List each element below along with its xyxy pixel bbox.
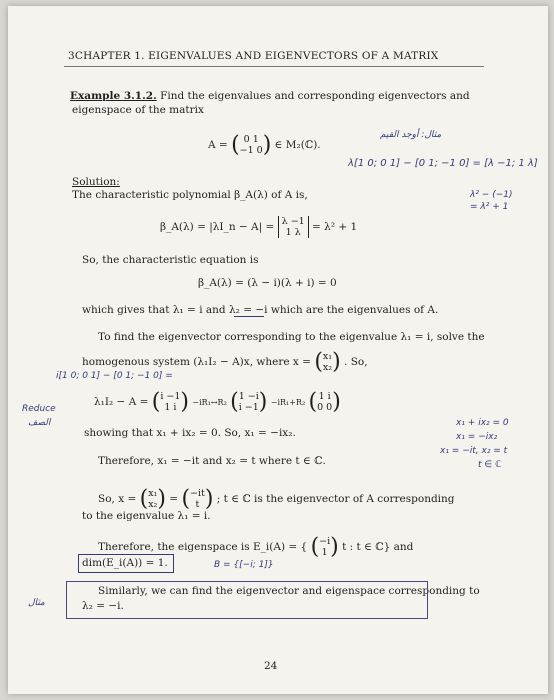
row-reduction: λ₁I₂ − A = (i −1 1 i ) −iR₁↔R₂ (1 −i i −1) −iR₁+R₂ ( 1 i 0 0) [94,389,341,415]
eigvec-line1: To find the eigenvector corresponding to the eigenvalue λ₁ = i, solve the [98,331,485,343]
x-vec-r1: x₁ [322,351,333,362]
so-x: So, x = [98,493,137,505]
page-number: 24 [264,660,278,672]
running-header: 3CHAPTER 1. EIGENVALUES AND EIGENVECTORS OF A MATRIX [68,50,439,62]
so-x-post: ; t ∈ ℂ is the eigenvector of A corresponding [216,493,455,505]
handwriting-left-note-2: الصف [28,418,51,428]
vec-a-r2: x₂ [148,499,158,510]
char-poly-rhs: = λ² + 1 [312,221,358,233]
dim-box [78,554,174,573]
showing-line: showing that x₁ + ix₂ = 0. So, x₁ = −ix₂. [84,427,296,439]
therefore-2-post: t : t ∈ ℂ} and [342,541,414,553]
matrix-a-row1: 0 1 [243,134,259,145]
eigvec-line2-pre: homogenous system (λ₁I₂ − A)x, where x = [82,356,311,368]
header-rule [64,66,484,67]
solution-label: Solution: [72,176,120,188]
es-r2: 1 [321,547,328,558]
char-eq-intro: So, the characteristic equation is [82,254,259,266]
handwriting-right-eq: λ[1 0; 0 1] − [0 1; −1 0] = [λ −1; 1 λ] [348,158,538,169]
gives-post: which are the eigenvalues of A. [270,304,439,316]
matrix-a-suffix: ∈ M₂(ℂ). [274,139,321,151]
handwriting-left-note-1: Reduce [22,404,56,414]
page [8,6,548,694]
lambda-1: λ₁ = i [172,304,203,316]
m3-r2: 0 0 [317,402,333,413]
gives-pre: which gives that [82,304,170,316]
handwriting-top-right: مثال: أوجد القيم [380,130,442,140]
matrix-a-equation: A = ( 0 1 −1 0) ∈ M₂(ℂ). [208,132,321,158]
handwriting-sys-1: x₁ + ix₂ = 0 [456,418,509,428]
m2-r2: i −1 [238,402,259,413]
eigenvector-line: So, x = (x₁ x₂) = (−it t ) ; t ∈ ℂ is the eigenvector of A corresponding [98,486,455,512]
char-poly-lhs: β_A(λ) = |λI_n − A| = [160,221,275,233]
eigvec-line2: homogenous system (λ₁I₂ − A)x, where x = (x₁ x₂) . So, [82,349,368,375]
det-row1: λ −1 [281,216,305,227]
similarly-line2: λ₂ = −i. [82,600,124,612]
ink-underline [234,316,264,317]
therefore-2-pre: Therefore, the eigenspace is E_i(A) = { [98,541,308,553]
handwriting-basis: B = {[−i; 1]} [214,560,274,570]
handwriting-poly-2: = λ² + 1 [470,202,509,212]
vec-b-r1: −it [190,488,205,499]
therefore-1: Therefore, x₁ = −it and x₂ = t where t ∈ ℂ. [98,455,326,467]
handwriting-sys-4: t ∈ ℂ [478,460,502,470]
dim-line: dim(E_i(A)) = 1. [82,557,168,569]
x-vec-r2: x₂ [322,362,333,373]
m1-r1: i −1 [160,391,181,402]
to-eigenvalue: to the eigenvalue λ₁ = i. [82,510,211,522]
vec-a-r1: x₁ [148,488,158,499]
handwriting-bottom-left: مثال [28,598,45,608]
example-statement-1: Find the eigenvalues and corresponding eigenvectors and [160,90,470,102]
char-poly-equation [160,216,357,238]
handwriting-sys-3: x₁ = −it, x₂ = t [440,446,508,456]
char-eq: β_A(λ) = (λ − i)(λ + i) = 0 [198,277,337,289]
handwriting-poly-1: λ² − (−1) [470,190,513,200]
det-row2: 1 λ [285,227,301,238]
m2-r1: 1 −i [238,391,259,402]
arrow-2-label: −iR₁+R₂ [270,398,306,407]
matrix-a-row2: −1 0 [239,145,263,156]
reduce-lhs: λ₁I₂ − A = [94,396,149,408]
example-statement-2: eigenspace of the matrix [72,104,204,116]
similarly-box [66,581,428,619]
handwriting-sys-2: x₁ = −ix₂ [456,432,498,442]
m1-r2: 1 i [164,402,177,413]
eigvec-line2-post: . So, [344,356,368,368]
eigenspace-line: Therefore, the eigenspace is E_i(A) = { (−i 1 ) t : t ∈ ℂ} and [98,534,414,560]
matrix-a-prefix: A = [208,139,228,151]
similarly-line1: Similarly, we can find the eigenvector and eigenspace corresponding to [98,585,480,597]
arrow-1-label: −iR₁↔R₂ [192,398,227,407]
es-r1: −i [319,536,331,547]
example-heading [70,90,470,103]
vec-b-r2: t [195,499,200,510]
handwriting-left-reduce: i[1 0; 0 1] − [0 1; −1 0] = [56,371,173,381]
lambda-2: λ₂ = −i [229,304,268,316]
solution-line1: The characteristic polynomial β_A(λ) of A is, [72,189,308,201]
and-word: and [205,304,226,316]
example-label: Example 3.1.2. [70,90,157,102]
m3-r1: 1 i [318,391,331,402]
